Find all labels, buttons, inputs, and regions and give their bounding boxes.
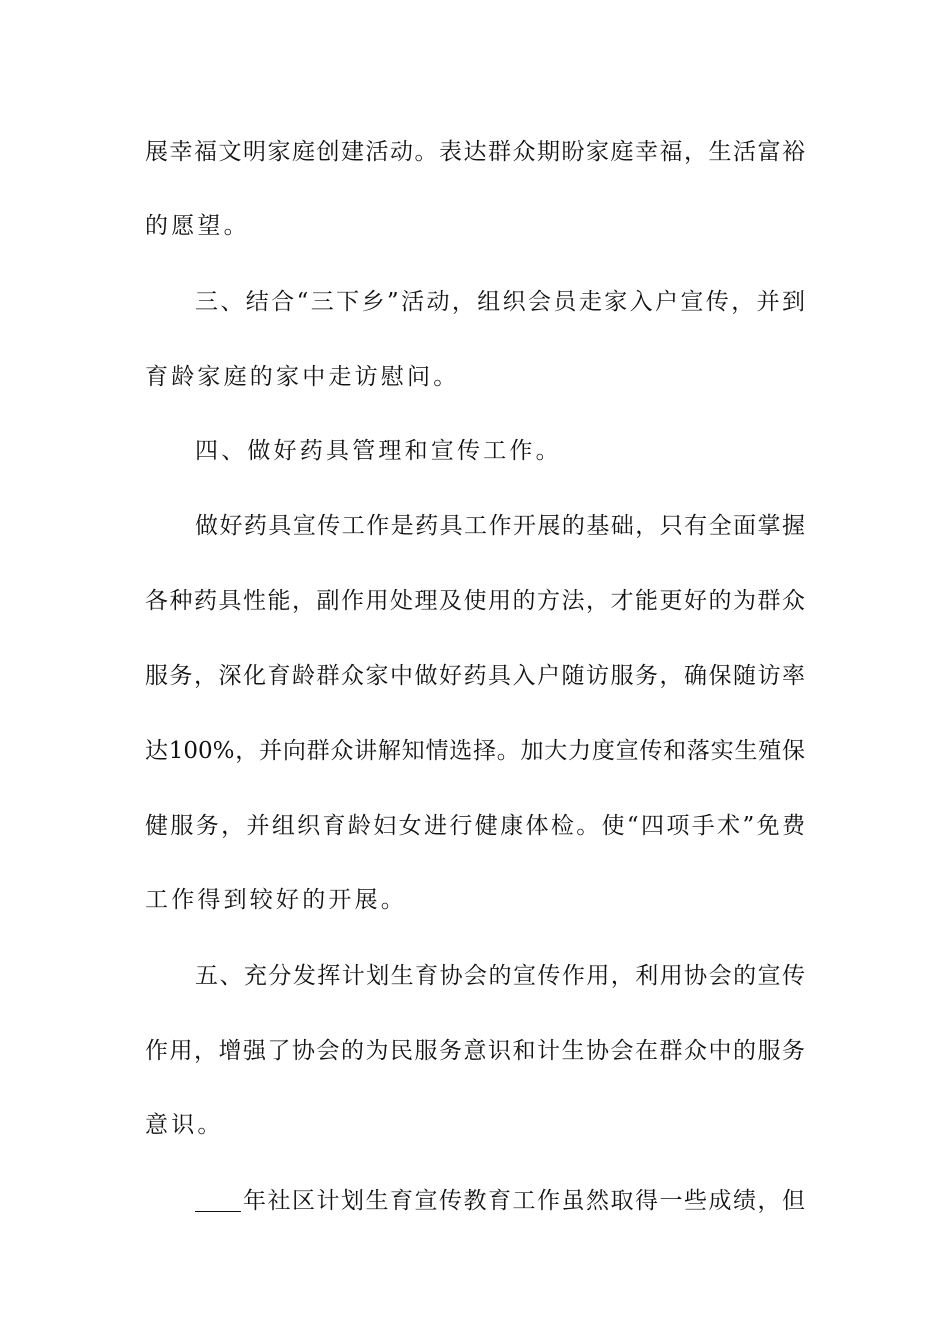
text-line: 健服务，并组织育龄妇女进行健康体检。使“四项手术”免费: [145, 813, 805, 839]
section-heading: 四、做好药具管理和宣传工作。: [195, 438, 562, 464]
text-line: 意识。: [145, 1112, 224, 1138]
text-line: 育龄家庭的家中走访慰问。: [145, 364, 460, 390]
text-line: 工作得到较好的开展。: [145, 887, 407, 913]
text-line-rest: 年社区计划生育宣传教育工作虽然取得一些成绩，但: [243, 1188, 805, 1214]
text-line: 三、结合“三下乡”活动，组织会员走家入户宣传，并到: [195, 289, 805, 315]
text-line: 五、充分发挥计划生育协会的宣传作用，利用协会的宣传: [195, 963, 805, 989]
text-line: 做好药具宣传工作是药具工作开展的基础，只有全面掌握: [195, 513, 805, 539]
text-line: 的愿望。: [145, 213, 250, 239]
text-line: 作用，增强了协会的为民服务意识和计生协会在群众中的服务: [145, 1038, 805, 1064]
text-line: 服务，深化育龄群众家中做好药具入户随访服务，确保随访率: [145, 663, 805, 689]
text-line-with-blank: [195, 1185, 805, 1217]
text-line: 达100%，并向群众讲解知情选择。加大力度宣传和落实生殖保: [145, 738, 805, 764]
year-blank: [195, 1191, 241, 1212]
text-line: 各种药具性能，副作用处理及使用的方法，才能更好的为群众: [145, 588, 805, 614]
text-line: 展幸福文明家庭创建活动。表达群众期盼家庭幸福，生活富裕: [145, 139, 805, 165]
